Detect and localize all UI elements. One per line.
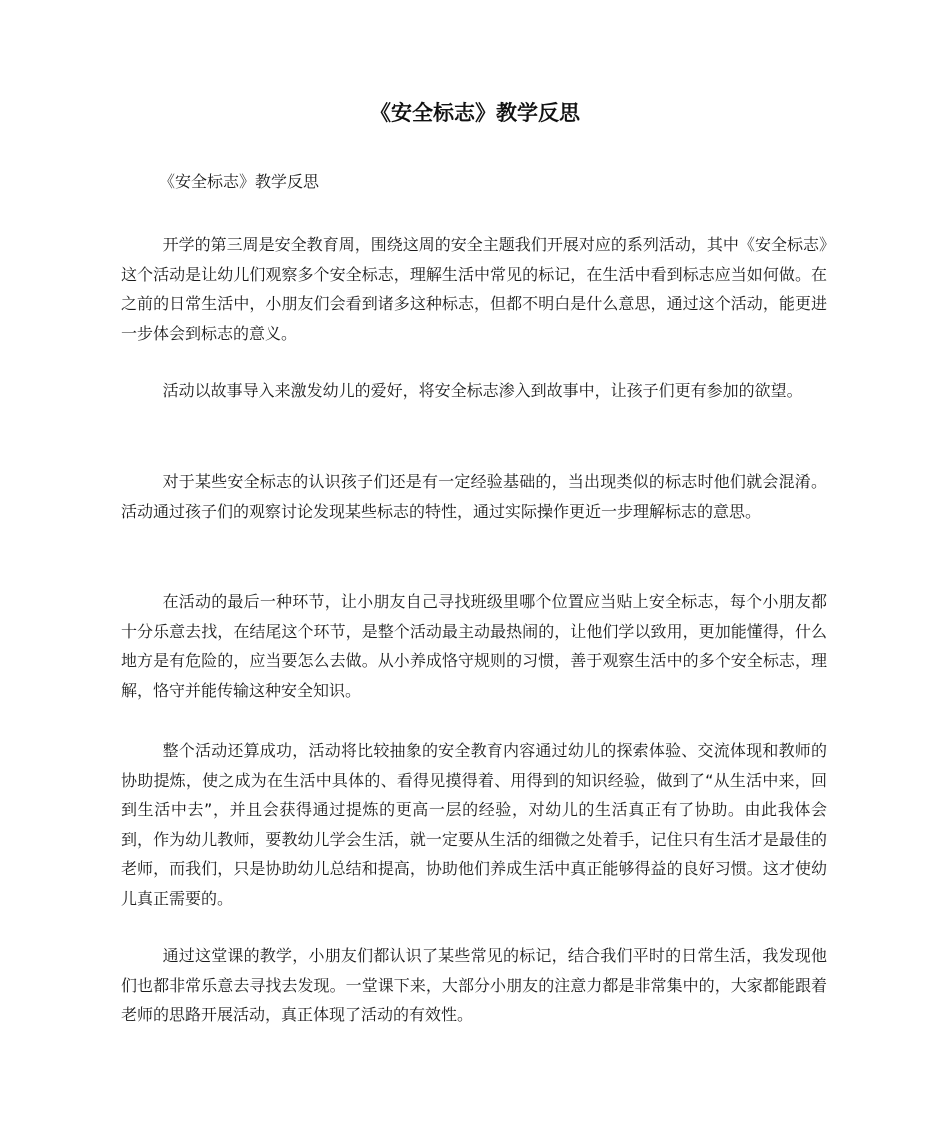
paragraph-1: 开学的第三周是安全教育周，围绕这周的安全主题我们开展对应的系列活动，其中《安全标志》这个活动是让幼儿们观察多个安全标志，理解生活中常见的标记，在生活中看到标志应当如何做。在之前的日常生活中，小朋友们会看到诸多这种标志，但都不明白是什么意思，通过这个活动，能更进一步体会到标志的意义。 — [121, 235, 827, 343]
document-subtitle: 《安全标志》教学反思 — [159, 172, 320, 191]
paragraph-5: 整个活动还算成功，活动将比较抽象的安全教育内容通过幼儿的探索体验、交流体现和教师的协助提炼，使之成为在生活中具体的、看得见摸得着、用得到的知识经验，做到了“从生活中来，回到生活中去”，并且会获得通过提炼的更高一层的经验，对幼儿的生活真正有了协助。由此我体会到，作为幼儿教师，要教幼儿学会生活，就一定要从生活的细微之处着手，记住只有生活才是最佳的老师，而我们，只是协助幼儿总结和提高，协助他们养成生活中真正能够得益的良好习惯。这才使幼儿真正需要的。 — [121, 741, 827, 908]
paragraph-2: 活动以故事导入来激发幼儿的爱好，将安全标志渗入到故事中，让孩子们更有参加的欲望。 — [162, 381, 803, 400]
paragraph-6: 通过这堂课的教学，小朋友们都认识了某些常见的标记，结合我们平时的日常生活，我发现他们也都非常乐意去寻找去发现。一堂课下来，大部分小朋友的注意力都是非常集中的，大家都能跟着老师的思路开展活动，真正体现了活动的有效性。 — [121, 946, 827, 1025]
paragraph-3: 对于某些安全标志的认识孩子们还是有一定经验基础的，当出现类似的标志时他们就会混淆。活动通过孩子们的观察讨论发现某些标志的特性，通过实际操作更近一步理解标志的意思。 — [121, 472, 827, 521]
paragraph-4: 在活动的最后一种环节，让小朋友自己寻找班级里哪个位置应当贴上安全标志，每个小朋友都十分乐意去找，在结尾这个环节，是整个活动最主动最热闹的，让他们学以致用，更加能懂得，什么地方是有危险的，应当要怎么去做。从小养成恪守规则的习惯，善于观察生活中的多个安全标志，理解，恪守并能传输这种安全知识。 — [121, 592, 827, 700]
document-title: 《安全标志》教学反思 — [370, 101, 580, 125]
